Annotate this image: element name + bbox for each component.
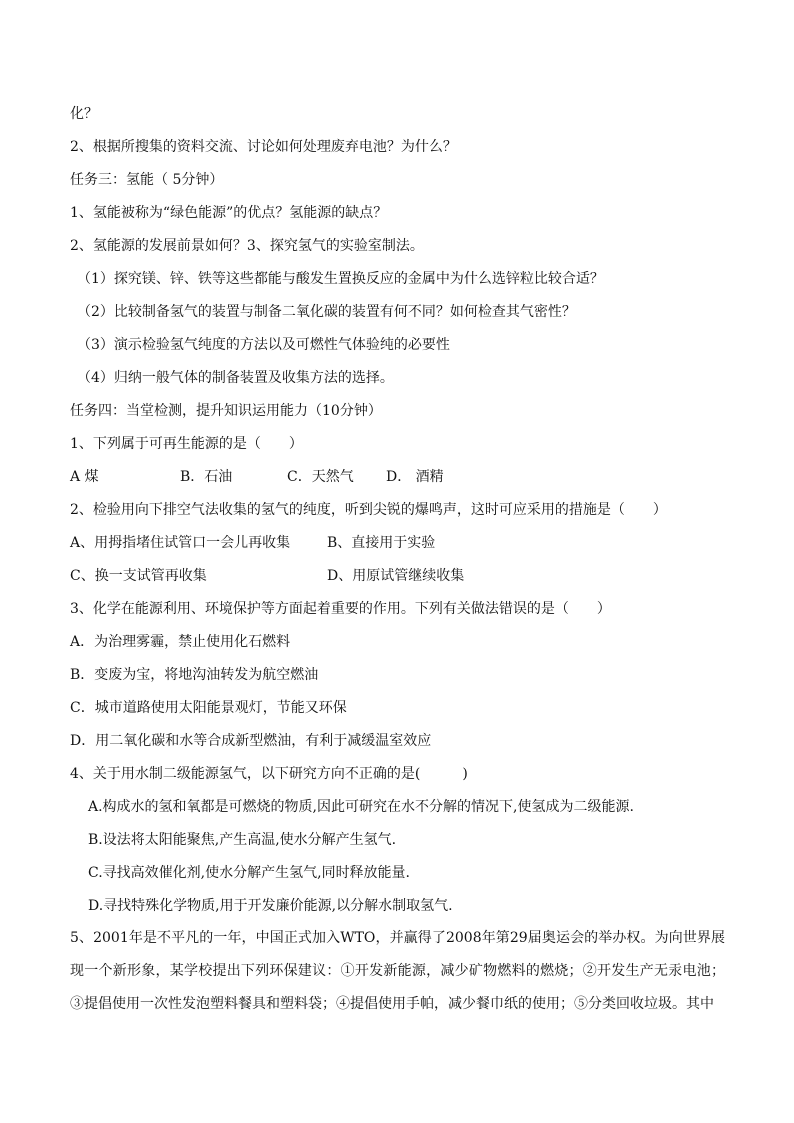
subitem-4: （4）归纳一般气体的制备装置及收集方法的选择。 (77, 370, 394, 386)
question-hydrogen-prospects: 2、氢能源的发展前景如何？3、探究氢气的实验室制法。 (70, 238, 424, 254)
q4-option-a: A.构成水的氢和氧都是可燃烧的物质,因此可研究在水不分解的情况下,使氢成为二级能源. (88, 799, 634, 815)
subitem-1: （1）探究镁、锌、铁等这些都能与酸发生置换反应的金属中为什么选锌粒比较合适？ (77, 271, 604, 287)
question-hydrogen-advantages: 1、氢能被称为“绿色能源”的优点？氢能源的缺点？ (70, 205, 388, 221)
q4-option-c: C.寻找高效催化剂,使水分解产生氢气,同时释放能量. (88, 865, 411, 881)
q2-option-d: D、用原试管继续收集 (327, 568, 465, 584)
question-1-stem: 1、下列属于可再生能源的是（ ） (70, 436, 303, 452)
text-line-continuation: 化？ (70, 106, 98, 122)
task-four-heading: 任务四：当堂检测，提升知识运用能力（10分钟） (70, 403, 382, 419)
q3-option-b: B．变废为宝，将地沟油转发为航空燃油 (70, 667, 319, 683)
question-2-stem: 2、检验用向下排空气法收集的氢气的纯度，听到尖锐的爆鸣声，这时可应采用的措施是（ ） (70, 502, 667, 518)
question-5-paragraph: 5、2001年是不平凡的一年，中国正式加入WTO，并赢得了2008年第29届奥运会的举办权。为向世界展现一个新形象，某学校提出下列环保建议：①开发新能源，减少矿物燃料的燃烧；②开发生产无汞电池；③提倡使用一次性发泡塑料餐具和塑料袋；④提倡使用手帕，减少餐巾纸的使用；⑤分类回收垃圾。其中 (70, 930, 725, 1012)
q1-option-b: B．石油 (180, 469, 233, 485)
q3-option-a: A．为治理雾霾，禁止使用化石燃料 (70, 634, 291, 650)
q2-option-b: B、直接用于实验 (327, 535, 436, 551)
q2-option-a: A、用拇指堵住试管口一会儿再收集 (70, 535, 291, 551)
q4-option-b: B.设法将太阳能聚焦,产生高温,使水分解产生氢气. (88, 832, 397, 848)
task-three-heading: 任务三：氢能（ 5分钟） (70, 172, 224, 188)
subitem-3: （3）演示检验氢气纯度的方法以及可燃性气体验纯的必要性 (77, 337, 450, 353)
q1-option-d: D． 酒精 (386, 469, 444, 485)
question-4-stem: 4、关于用水制二级能源氢气，以下研究方向不正确的是( ) (70, 766, 468, 782)
q3-option-d: D．用二氧化碳和水等合成新型燃油，有利于减缓温室效应 (70, 733, 432, 749)
question-battery-disposal: 2、根据所搜集的资料交流、讨论如何处理废弃电池？为什么？ (70, 139, 457, 155)
subitem-2: （2）比较制备氢气的装置与制备二氧化碳的装置有何不同？如何检查其气密性？ (77, 304, 576, 320)
q1-option-c: C．天然气 (287, 469, 354, 485)
q1-option-a: A 煤 (70, 469, 99, 485)
q2-option-c: C、换一支试管再收集 (70, 568, 207, 584)
q3-option-c: C．城市道路使用太阳能景观灯，节能又环保 (70, 700, 347, 716)
question-3-stem: 3、化学在能源利用、环境保护等方面起着重要的作用。下列有关做法错误的是（ ） (70, 601, 611, 617)
q4-option-d: D.寻找特殊化学物质,用于开发廉价能源,以分解水制取氢气. (88, 898, 453, 914)
